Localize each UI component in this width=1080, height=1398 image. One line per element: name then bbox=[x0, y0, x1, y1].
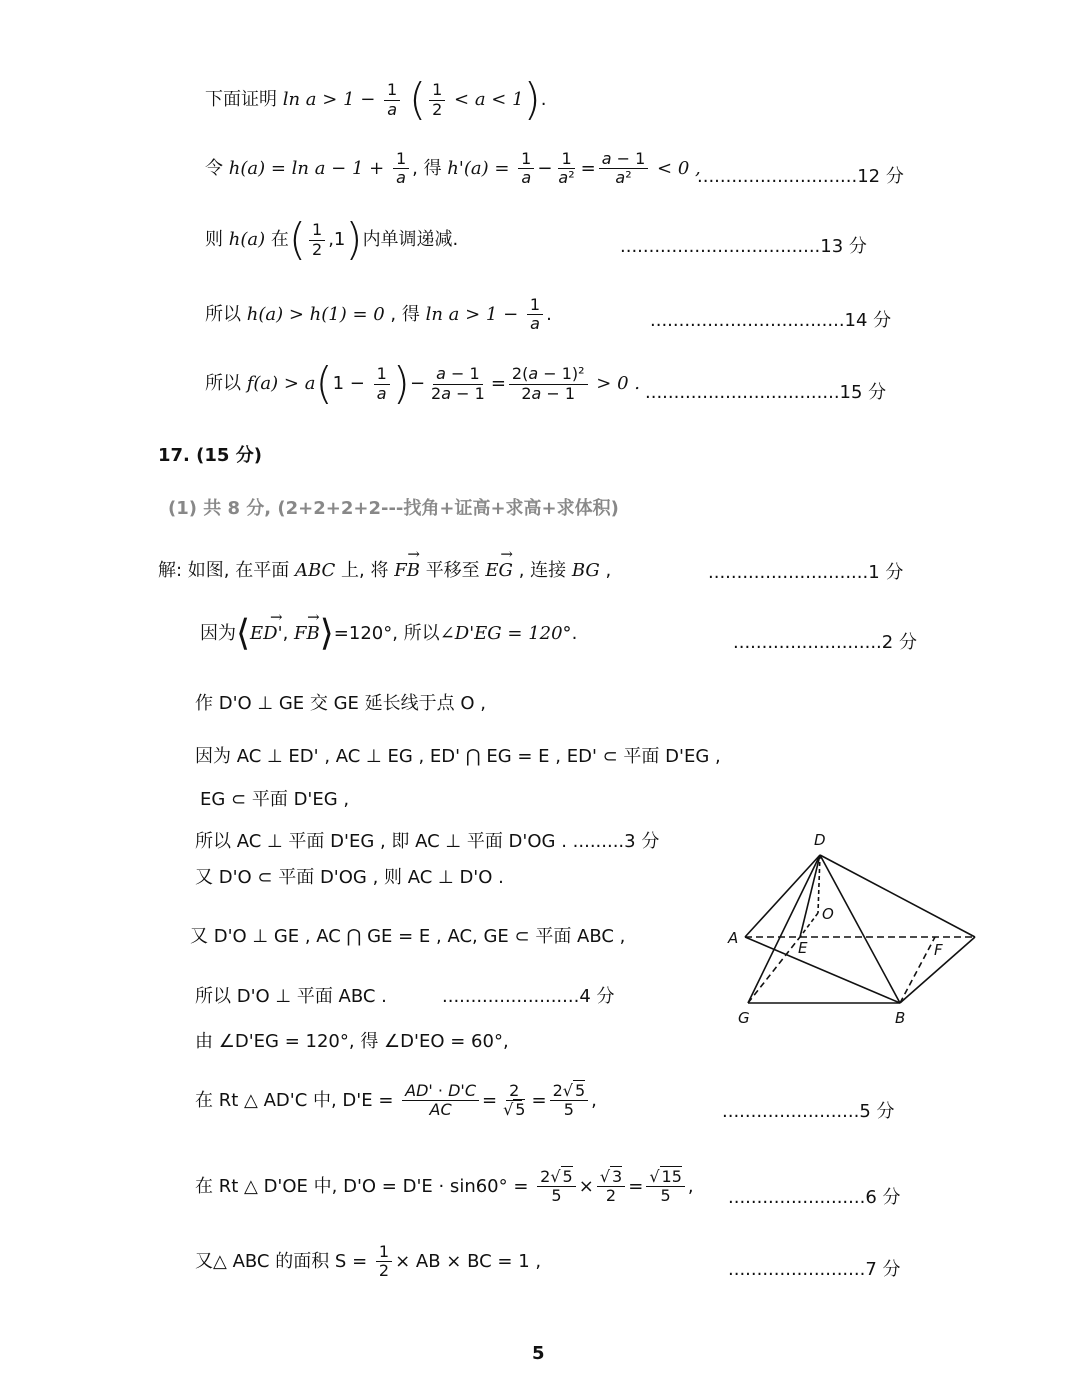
solution-step-4: 因为 AC ⊥ ED' , AC ⊥ EG , ED' ⋂ EG = E , ED' ⊂ 平面 D'EG , bbox=[195, 746, 721, 767]
label-F: F bbox=[934, 941, 943, 959]
points-14: ..................................14 分 bbox=[650, 310, 892, 331]
page-number: 5 bbox=[532, 1343, 545, 1364]
text: 下面证明 bbox=[205, 89, 277, 110]
points-13: ...................................13 分 bbox=[620, 236, 867, 257]
define-h: 令 h(a) = ln a − 1 + $\frac{1}{a}$ , 得 h'(a) = $\frac{1}{a}$ − $\frac{1}{\text{a²}}$ = $\frac{a - 1}{\text{a²}}$ < 0 , bbox=[205, 149, 701, 188]
text: 又△ ABC 的面积 S = bbox=[195, 1250, 368, 1272]
points-7: ........................7 分 bbox=[728, 1259, 901, 1280]
edge-DG bbox=[748, 855, 820, 1003]
solution-step-6: 所以 AC ⊥ 平面 D'EG , 即 AC ⊥ 平面 D'OG . .........3 分 bbox=[195, 831, 660, 852]
pyramid-figure bbox=[720, 825, 980, 1035]
solution-step-9: 所以 D'O ⊥ 平面 ABC . bbox=[195, 986, 387, 1007]
monotonic-line: 则 h(a) 在( $\frac{1}{2}$ ,1)内单调递减. bbox=[205, 214, 459, 265]
text: 所以 bbox=[205, 373, 241, 394]
text: 在 Rt △ D'OE 中, D'O = D'E · sin60° = bbox=[195, 1175, 529, 1197]
solution-step-1: 解: 如图, 在平面 ABC 上, 将 → FB 平移至 → EG , 连接 BG , bbox=[158, 556, 611, 582]
text: 则 bbox=[205, 229, 223, 250]
solution-step-13: 又△ ABC 的面积 S = $\frac{1}{2}$ × AB × BC = 1 , bbox=[195, 1242, 542, 1281]
solution-step-3: 作 D'O ⊥ GE 交 GE 延长线于点 O , bbox=[195, 693, 486, 714]
solution-step-7: 又 D'O ⊂ 平面 D'OG , 则 AC ⊥ D'O . bbox=[195, 867, 504, 888]
label-G: G bbox=[738, 1009, 750, 1027]
text: 在 Rt △ AD'C 中, D'E = bbox=[195, 1089, 394, 1111]
edge-DC bbox=[820, 855, 975, 937]
points-6: ........................6 分 bbox=[728, 1187, 901, 1208]
text: 内单调递减. bbox=[362, 229, 459, 250]
points-1: ............................1 分 bbox=[708, 562, 904, 583]
points-15: ..................................15 分 bbox=[645, 382, 887, 403]
solution-step-10: 由 ∠D'EG = 120°, 得 ∠D'EO = 60°, bbox=[195, 1031, 509, 1052]
solution-step-2: 因为⟨→ ED', → FB⟩=120°, 所以∠D'EG = 120°. bbox=[200, 616, 577, 652]
conclude-f: 所以 f(a) > a(1 − $\frac{1}{a}$ )− $\frac{a - 1}{2a - 1}$ = $\frac{\text{2(a − 1)²}}{2a - 1}$ > 0 . bbox=[205, 358, 640, 409]
text: × AB × BC = 1 , bbox=[395, 1250, 542, 1272]
question-17-title: 17. (15 分) bbox=[158, 445, 262, 466]
edge-BF bbox=[900, 937, 935, 1003]
label-B: B bbox=[895, 1009, 906, 1027]
edge-DB bbox=[820, 855, 900, 1003]
points-2: ..........................2 分 bbox=[733, 632, 917, 653]
text: 平移至 bbox=[425, 560, 480, 581]
text: 解: 如图, 在平面 bbox=[158, 560, 290, 581]
text: 上, 将 bbox=[341, 560, 389, 581]
solution-step-8: 又 D'O ⊥ GE , AC ⋂ GE = E , AC, GE ⊂ 平面 ABC , bbox=[190, 926, 626, 947]
solution-step-12: 在 Rt △ D'OE 中, D'O = D'E · sin60° = $\frac{2√ 5}{5}$ × $\frac{√ 3}{2}$ = $\frac{√ 15}{5}$ , bbox=[195, 1167, 694, 1206]
proof-intro: 下面证明 ln a > 1 − $\frac{1}{a}$ ( $\frac{1}{2}$ < a < 1). bbox=[205, 74, 547, 125]
edge-GE bbox=[748, 937, 800, 1003]
label-O: O bbox=[822, 905, 834, 923]
text: , 连接 bbox=[518, 560, 567, 581]
text: =120°, 所以 bbox=[333, 623, 440, 644]
text: 令 bbox=[205, 157, 223, 179]
solution-step-5: EG ⊂ 平面 D'EG , bbox=[200, 789, 350, 810]
points-5: ........................5 分 bbox=[722, 1101, 895, 1122]
label-D: D bbox=[814, 831, 826, 849]
conclude-h: 所以 h(a) > h(1) = 0 , 得 ln a > 1 − $\frac{1}{a}$ . bbox=[205, 295, 552, 334]
points-12: ............................12 分 bbox=[697, 166, 904, 187]
label-A: A bbox=[728, 929, 739, 947]
label-E: E bbox=[798, 939, 808, 957]
edge-AB bbox=[745, 937, 900, 1003]
text: 因为 bbox=[200, 623, 236, 644]
points-4: ........................4 分 bbox=[442, 986, 615, 1007]
question-17-subtitle: (1) 共 8 分, (2+2+2+2---找角+证高+求高+求体积) bbox=[168, 498, 619, 519]
solution-step-11: 在 Rt △ AD'C 中, D'E = $\frac{AD' \cdot D'C}{AC}$ = $\frac{2}{√ 5}$ = $\frac{2√ 5}{5}$ , bbox=[195, 1081, 597, 1120]
text: 所以 bbox=[205, 303, 241, 325]
